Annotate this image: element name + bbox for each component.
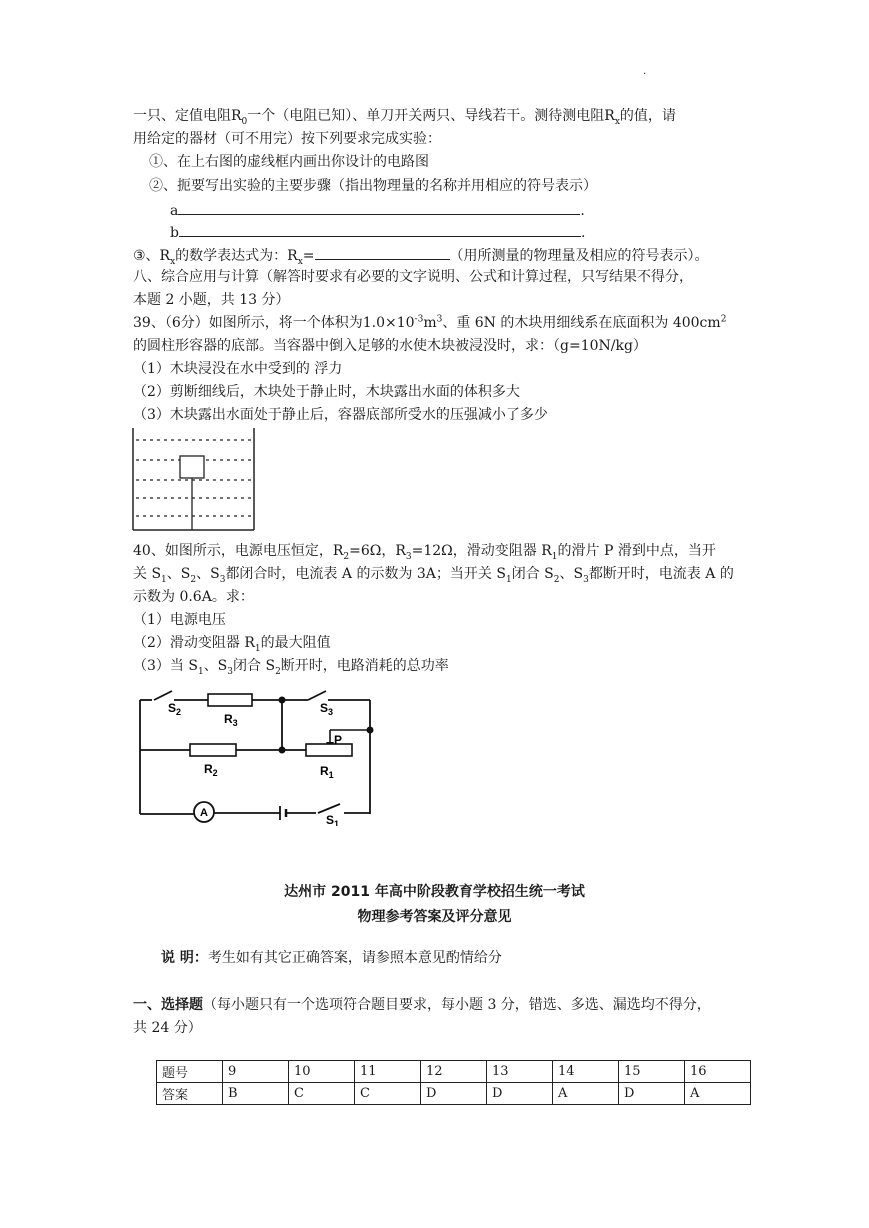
table-cell: C [355, 1083, 421, 1105]
q40-line-2: 关 $S_1$、$S_2$、$S_3$都闭合时，电流表 A 的示数为 3A；当开关 $S_1$闭合 $S_2$、$S_3$都断开时，电流表 A 的 [133, 566, 734, 585]
step-1: ①、在上右图的虚线框内画出你设计的电路图 [149, 154, 429, 170]
step-3: ③、$R_x$的数学表达式为：$R_x=$ （用所测量的物理量及相应的符号表示）。 [133, 245, 709, 265]
table-row [157, 1061, 751, 1083]
table-cell: A [685, 1083, 751, 1105]
q40-line-1: 40、如图所示，电源电压恒定，$R_2=6\Omega$，$R_3=12\Omega$，滑动变阻器 $R_1$的滑片 P 滑到中点，当开 [133, 543, 716, 562]
intro-line-2: 用给定的器材（可不用完）按下列要求完成实验： [133, 131, 441, 147]
answer-table [156, 1060, 751, 1105]
resistor-r3 [208, 694, 252, 706]
step-2: ②、扼要写出实验的主要步骤（指出物理量的名称并用相应的符号表示） [149, 178, 597, 194]
table-head-answer: 答案 [157, 1083, 223, 1105]
note-line: 说 明：考生如有其它正确答案，请参照本意见酌情给分 [161, 950, 502, 966]
q40-sub-1: （1）电源电压 [133, 612, 226, 628]
section1-line-2: 共 24 分） [133, 1020, 202, 1036]
table-row [157, 1083, 751, 1105]
section1-line-1: 一、选择题（每小题只有一个选项符合题目要求，每小题 3 分，错选、多选、漏选均不得分， [133, 997, 711, 1013]
table-cell: 15 [619, 1061, 685, 1083]
answer-title-1: 达州市 2011 年高中阶段教育学校招生统一考试 [284, 884, 585, 900]
table-cell: 10 [289, 1061, 355, 1083]
switch-s2 [154, 691, 172, 700]
q39-sub-2: （2）剪断细线后，木块处于静止时，木块露出水面的体积多大 [133, 384, 520, 400]
switch-s1 [318, 804, 340, 813]
table-cell: D [487, 1083, 553, 1105]
section8-line-2: 本题 2 小题，共 13 分） [133, 292, 290, 308]
table-cell: A [553, 1083, 619, 1105]
svg-text:S3: $S_3$ [320, 701, 334, 717]
q40-line-3: 示数为 0.6A。求： [133, 589, 254, 605]
table-cell: 12 [421, 1061, 487, 1083]
q39-line-2: 的圆柱形容器的底部。当容器中倒入足够的水使木块被浸没时，求：（g=10N/kg） [133, 338, 647, 354]
table-cell: 14 [553, 1061, 619, 1083]
step-a: a . [170, 200, 585, 220]
svg-text:R3: $R_3$ [224, 712, 238, 728]
table-cell: B [223, 1083, 289, 1105]
table-cell: D [619, 1083, 685, 1105]
table-cell: D [421, 1083, 487, 1105]
table-cell: 11 [355, 1061, 421, 1083]
table-cell: 16 [685, 1061, 751, 1083]
circuit-diagram [130, 686, 382, 826]
container-figure [128, 426, 260, 534]
q39-line-1: 39、（6分）如图所示，将一个体积为$1.0\times 10^{-3}m^3$、重 6N 的木块用细线系在底面积为 $400cm^2$ [133, 314, 727, 331]
section8-line-1: 八、综合应用与计算（解答时要求有必要的文字说明、公式和计算过程，只写结果不得分， [133, 269, 693, 285]
wood-block [180, 456, 204, 478]
table-cell: C [289, 1083, 355, 1105]
svg-text:R1: $R_1$ [320, 764, 334, 780]
svg-text:P: P [334, 733, 343, 747]
q40-sub-2: （2）滑动变阻器 $R_1$的最大阻值 [133, 635, 331, 654]
answer-title-2: 物理参考答案及评分意见 [357, 909, 512, 925]
svg-text:A: A [200, 807, 208, 819]
q39-sub-1: （1）木块浸没在水中受到的 浮力 [133, 361, 343, 377]
intro-line-1: 一只、定值电阻$R_0$一个（电阻已知）、单刀开关两只、导线若干。测待测电阻$R_x$的值，请 [133, 108, 676, 127]
switch-s3 [308, 691, 326, 700]
table-cell: 9 [223, 1061, 289, 1083]
top-mark: . [643, 66, 647, 77]
step-b: b . [170, 222, 585, 242]
resistor-r2 [190, 744, 236, 756]
svg-text:R2: $R_2$ [204, 762, 218, 778]
q39-sub-3: （3）木块露出水面处于静止后，容器底部所受水的压强减小了多少 [133, 407, 548, 423]
svg-text:S2: $S_2$ [168, 701, 182, 717]
table-head-number: 题号 [157, 1061, 223, 1083]
svg-text:S1: $S_1$ [326, 813, 340, 826]
table-cell: 13 [487, 1061, 553, 1083]
q40-sub-3: （3）当 $S_1$、$S_3$闭合 $S_2$断开时，电路消耗的总功率 [133, 658, 449, 677]
rheostat-r1 [306, 744, 352, 756]
